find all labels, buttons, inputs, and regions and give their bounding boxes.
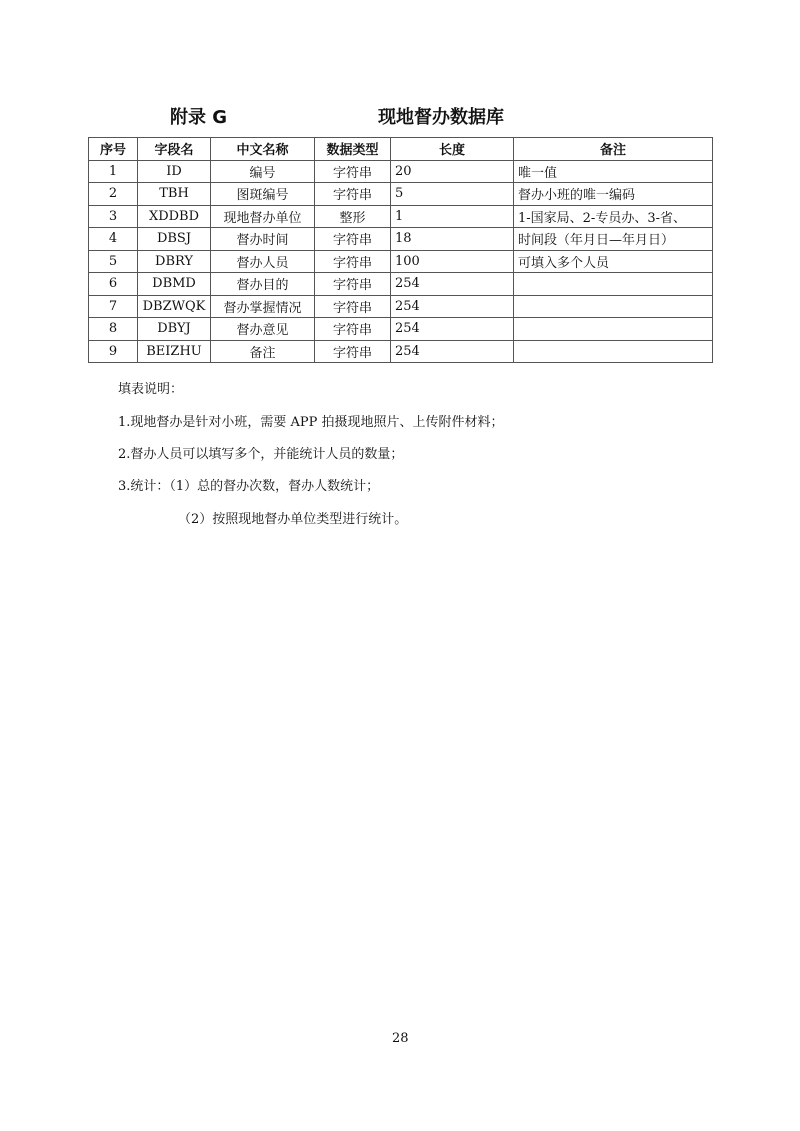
table-cell: 2 xyxy=(89,183,138,206)
table-cell: 督办小班的唯一编码 xyxy=(514,183,713,206)
table-cell: 1-国家局、2-专员办、3-省、 xyxy=(514,205,713,228)
table-cell: 字符串 xyxy=(315,228,391,251)
table-cell: 字符串 xyxy=(315,295,391,318)
table-cell: 可填入多个人员 xyxy=(514,250,713,273)
table-cell: 9 xyxy=(89,340,138,363)
table-cell: 4 xyxy=(89,228,138,251)
note-line: （2）按照现地督办单位类型进行统计。 xyxy=(178,512,408,527)
table-cell: 5 xyxy=(391,183,514,206)
table-cell xyxy=(514,340,713,363)
column-header: 中文名称 xyxy=(211,138,315,161)
table-cell: 字符串 xyxy=(315,273,391,296)
table-cell: 整形 xyxy=(315,205,391,228)
table-cell: 督办掌握情况 xyxy=(211,295,315,318)
table-cell: 备注 xyxy=(211,340,315,363)
table-row xyxy=(89,228,713,251)
column-header: 长度 xyxy=(391,138,514,161)
table-cell: 3 xyxy=(89,205,138,228)
table-cell: 字符串 xyxy=(315,250,391,273)
table-cell: 254 xyxy=(391,340,514,363)
table-cell: 18 xyxy=(391,228,514,251)
table-row xyxy=(89,205,713,228)
table-cell: 督办意见 xyxy=(211,318,315,341)
table-cell: 100 xyxy=(391,250,514,273)
table-cell: 字符串 xyxy=(315,318,391,341)
page-number: 28 xyxy=(392,1031,409,1046)
table-cell: 6 xyxy=(89,273,138,296)
table-cell: 唯一值 xyxy=(514,160,713,183)
appendix-label: 附录 G xyxy=(170,107,228,128)
table-cell: 254 xyxy=(391,273,514,296)
table-cell: 字符串 xyxy=(315,160,391,183)
table-cell: 督办时间 xyxy=(211,228,315,251)
column-header: 数据类型 xyxy=(315,138,391,161)
table-cell: 254 xyxy=(391,295,514,318)
table-cell: DBSJ xyxy=(138,228,211,251)
table-cell: BEIZHU xyxy=(138,340,211,363)
table-row xyxy=(89,318,713,341)
note-heading: 填表说明： xyxy=(118,382,184,397)
table-row xyxy=(89,295,713,318)
table-row xyxy=(89,250,713,273)
table-cell: 图斑编号 xyxy=(211,183,315,206)
note-line: 3.统计：（1）总的督办次数，督办人数统计； xyxy=(118,479,380,494)
table-cell: 7 xyxy=(89,295,138,318)
table-cell: 20 xyxy=(391,160,514,183)
table-row xyxy=(89,160,713,183)
data-table xyxy=(88,137,713,363)
column-header: 备注 xyxy=(514,138,713,161)
table-cell: XDDBD xyxy=(138,205,211,228)
table-cell: DBYJ xyxy=(138,318,211,341)
table-cell: DBMD xyxy=(138,273,211,296)
table-cell: DBZWQK xyxy=(138,295,211,318)
table-cell xyxy=(514,273,713,296)
table-cell: 8 xyxy=(89,318,138,341)
column-header: 字段名 xyxy=(138,138,211,161)
column-header: 序号 xyxy=(89,138,138,161)
table-cell: 督办目的 xyxy=(211,273,315,296)
table-row xyxy=(89,183,713,206)
table-cell: 字符串 xyxy=(315,340,391,363)
table-cell: 1 xyxy=(391,205,514,228)
note-line: 1.现地督办是针对小班，需要 APP 拍摄现地照片、上传附件材料； xyxy=(118,415,504,430)
table-cell: TBH xyxy=(138,183,211,206)
table-cell xyxy=(514,295,713,318)
table-cell: 1 xyxy=(89,160,138,183)
page-title: 现地督办数据库 xyxy=(378,107,504,128)
table-cell: 督办人员 xyxy=(211,250,315,273)
table-cell: 字符串 xyxy=(315,183,391,206)
table-cell: 5 xyxy=(89,250,138,273)
table-cell: DBRY xyxy=(138,250,211,273)
table-cell: 254 xyxy=(391,318,514,341)
table-cell: 现地督办单位 xyxy=(211,205,315,228)
table-cell: ID xyxy=(138,160,211,183)
table-row xyxy=(89,273,713,296)
table-cell: 编号 xyxy=(211,160,315,183)
note-line: 2.督办人员可以填写多个，并能统计人员的数量； xyxy=(118,447,404,462)
table-cell: 时间段（年月日—年月日） xyxy=(514,228,713,251)
table-cell xyxy=(514,318,713,341)
table-row xyxy=(89,340,713,363)
